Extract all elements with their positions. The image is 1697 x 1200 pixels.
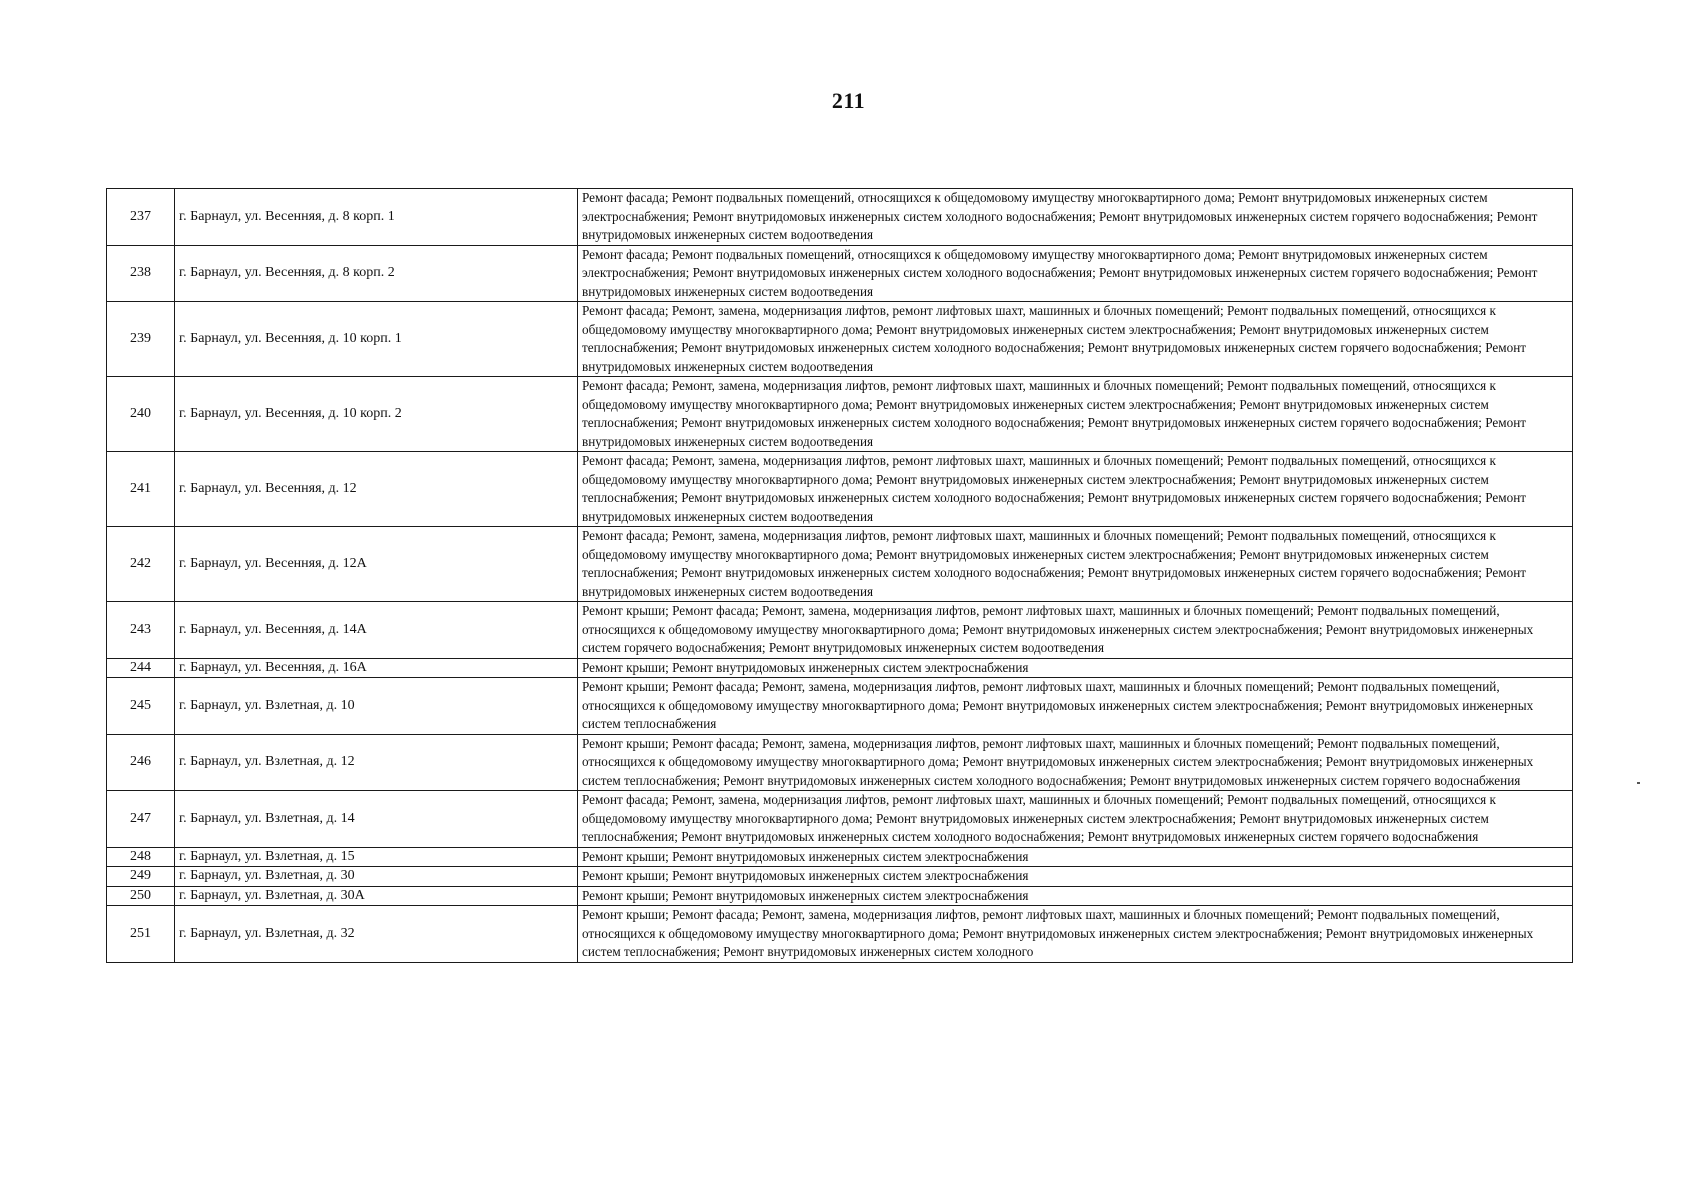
- table-row: [107, 527, 1573, 602]
- table-row: [107, 678, 1573, 735]
- table-body: [107, 189, 1573, 963]
- row-works: Ремонт крыши; Ремонт внутридомовых инженерных систем электроснабжения: [578, 847, 1573, 867]
- row-works: Ремонт фасада; Ремонт подвальных помещений, относящихся к общедомовому имуществу многоквартирного дома; Ремонт внутридомовых инженерных систем электроснабжения; Ремонт внутридомовых инженерных систем холодного водоснабжения; Ремонт внутридомовых инженерных систем горячего водоснабжения; Ремонт внутридомовых инженерных систем водоотведения: [578, 245, 1573, 302]
- row-works: Ремонт крыши; Ремонт фасада; Ремонт, замена, модернизация лифтов, ремонт лифтовых шахт, машинных и блочных помещений; Ремонт подвальных помещений, относящихся к общедомовому имуществу многоквартирного дома; Ремонт внутридомовых инженерных систем электроснабжения; Ремонт внутридомовых инженерных систем теплоснабжения; Ремонт внутридомовых инженерных систем холодного: [578, 906, 1573, 963]
- table-row: [107, 602, 1573, 659]
- row-number: 239: [107, 302, 175, 377]
- row-number: 247: [107, 791, 175, 848]
- row-address: г. Барнаул, ул. Весенняя, д. 14А: [175, 602, 578, 659]
- table-row: [107, 847, 1573, 867]
- row-address: г. Барнаул, ул. Весенняя, д. 12: [175, 452, 578, 527]
- row-address: г. Барнаул, ул. Взлетная, д. 30А: [175, 886, 578, 906]
- table-row: [107, 245, 1573, 302]
- row-number: 251: [107, 906, 175, 963]
- row-works: Ремонт фасада; Ремонт, замена, модернизация лифтов, ремонт лифтовых шахт, машинных и блочных помещений; Ремонт подвальных помещений, относящихся к общедомовому имуществу многоквартирного дома; Ремонт внутридомовых инженерных систем электроснабжения; Ремонт внутридомовых инженерных систем теплоснабжения; Ремонт внутридомовых инженерных систем холодного водоснабжения; Ремонт внутридомовых инженерных систем горячего водоснабжения; Ремонт внутридомовых инженерных систем водоотведения: [578, 302, 1573, 377]
- table-row: [107, 377, 1573, 452]
- row-address: г. Барнаул, ул. Взлетная, д. 15: [175, 847, 578, 867]
- table-row: [107, 867, 1573, 887]
- row-works: Ремонт крыши; Ремонт фасада; Ремонт, замена, модернизация лифтов, ремонт лифтовых шахт, машинных и блочных помещений; Ремонт подвальных помещений, относящихся к общедомовому имуществу многоквартирного дома; Ремонт внутридомовых инженерных систем электроснабжения; Ремонт внутридомовых инженерных систем теплоснабжения; Ремонт внутридомовых инженерных систем холодного водоснабжения; Ремонт внутридомовых инженерных систем горячего водоснабжения: [578, 734, 1573, 791]
- row-works: Ремонт фасада; Ремонт, замена, модернизация лифтов, ремонт лифтовых шахт, машинных и блочных помещений; Ремонт подвальных помещений, относящихся к общедомовому имуществу многоквартирного дома; Ремонт внутридомовых инженерных систем электроснабжения; Ремонт внутридомовых инженерных систем теплоснабжения; Ремонт внутридомовых инженерных систем холодного водоснабжения; Ремонт внутридомовых инженерных систем горячего водоснабжения: [578, 791, 1573, 848]
- table-row: [107, 734, 1573, 791]
- row-address: г. Барнаул, ул. Весенняя, д. 10 корп. 1: [175, 302, 578, 377]
- repair-works-table: [106, 188, 1573, 963]
- row-number: 243: [107, 602, 175, 659]
- row-works: Ремонт крыши; Ремонт внутридомовых инженерных систем электроснабжения: [578, 886, 1573, 906]
- scan-speck: [1637, 782, 1640, 784]
- table-row: [107, 791, 1573, 848]
- row-address: г. Барнаул, ул. Взлетная, д. 14: [175, 791, 578, 848]
- row-works: Ремонт крыши; Ремонт фасада; Ремонт, замена, модернизация лифтов, ремонт лифтовых шахт, машинных и блочных помещений; Ремонт подвальных помещений, относящихся к общедомовому имуществу многоквартирного дома; Ремонт внутридомовых инженерных систем электроснабжения; Ремонт внутридомовых инженерных систем теплоснабжения: [578, 678, 1573, 735]
- row-number: 248: [107, 847, 175, 867]
- row-address: г. Барнаул, ул. Весенняя, д. 16А: [175, 658, 578, 678]
- row-address: г. Барнаул, ул. Взлетная, д. 12: [175, 734, 578, 791]
- row-number: 237: [107, 189, 175, 246]
- row-works: Ремонт фасада; Ремонт, замена, модернизация лифтов, ремонт лифтовых шахт, машинных и блочных помещений; Ремонт подвальных помещений, относящихся к общедомовому имуществу многоквартирного дома; Ремонт внутридомовых инженерных систем электроснабжения; Ремонт внутридомовых инженерных систем теплоснабжения; Ремонт внутридомовых инженерных систем холодного водоснабжения; Ремонт внутридомовых инженерных систем горячего водоснабжения; Ремонт внутридомовых инженерных систем водоотведения: [578, 527, 1573, 602]
- row-works: Ремонт фасада; Ремонт, замена, модернизация лифтов, ремонт лифтовых шахт, машинных и блочных помещений; Ремонт подвальных помещений, относящихся к общедомовому имуществу многоквартирного дома; Ремонт внутридомовых инженерных систем электроснабжения; Ремонт внутридомовых инженерных систем теплоснабжения; Ремонт внутридомовых инженерных систем холодного водоснабжения; Ремонт внутридомовых инженерных систем горячего водоснабжения; Ремонт внутридомовых инженерных систем водоотведения: [578, 377, 1573, 452]
- row-number: 244: [107, 658, 175, 678]
- row-number: 241: [107, 452, 175, 527]
- row-works: Ремонт крыши; Ремонт внутридомовых инженерных систем электроснабжения: [578, 867, 1573, 887]
- row-number: 242: [107, 527, 175, 602]
- table-row: [107, 452, 1573, 527]
- row-address: г. Барнаул, ул. Весенняя, д. 10 корп. 2: [175, 377, 578, 452]
- table-row: [107, 302, 1573, 377]
- page-number: 211: [831, 88, 866, 113]
- row-works: Ремонт фасада; Ремонт, замена, модернизация лифтов, ремонт лифтовых шахт, машинных и блочных помещений; Ремонт подвальных помещений, относящихся к общедомовому имуществу многоквартирного дома; Ремонт внутридомовых инженерных систем электроснабжения; Ремонт внутридомовых инженерных систем теплоснабжения; Ремонт внутридомовых инженерных систем холодного водоснабжения; Ремонт внутридомовых инженерных систем горячего водоснабжения; Ремонт внутридомовых инженерных систем водоотведения: [578, 452, 1573, 527]
- row-address: г. Барнаул, ул. Весенняя, д. 8 корп. 1: [175, 189, 578, 246]
- row-number: 240: [107, 377, 175, 452]
- row-address: г. Барнаул, ул. Взлетная, д. 30: [175, 867, 578, 887]
- row-address: г. Барнаул, ул. Весенняя, д. 8 корп. 2: [175, 245, 578, 302]
- row-address: г. Барнаул, ул. Взлетная, д. 32: [175, 906, 578, 963]
- row-works: Ремонт крыши; Ремонт внутридомовых инженерных систем электроснабжения: [578, 658, 1573, 678]
- row-number: 249: [107, 867, 175, 887]
- row-address: г. Барнаул, ул. Взлетная, д. 10: [175, 678, 578, 735]
- row-number: 245: [107, 678, 175, 735]
- row-number: 238: [107, 245, 175, 302]
- table-row: [107, 189, 1573, 246]
- table-row: [107, 658, 1573, 678]
- table-row: [107, 886, 1573, 906]
- table-row: [107, 906, 1573, 963]
- row-number: 250: [107, 886, 175, 906]
- row-address: г. Барнаул, ул. Весенняя, д. 12А: [175, 527, 578, 602]
- row-number: 246: [107, 734, 175, 791]
- row-works: Ремонт фасада; Ремонт подвальных помещений, относящихся к общедомовому имуществу многоквартирного дома; Ремонт внутридомовых инженерных систем электроснабжения; Ремонт внутридомовых инженерных систем холодного водоснабжения; Ремонт внутридомовых инженерных систем горячего водоснабжения; Ремонт внутридомовых инженерных систем водоотведения: [578, 189, 1573, 246]
- row-works: Ремонт крыши; Ремонт фасада; Ремонт, замена, модернизация лифтов, ремонт лифтовых шахт, машинных и блочных помещений; Ремонт подвальных помещений, относящихся к общедомовому имуществу многоквартирного дома; Ремонт внутридомовых инженерных систем электроснабжения; Ремонт внутридомовых инженерных систем горячего водоснабжения; Ремонт внутридомовых инженерных систем водоотведения: [578, 602, 1573, 659]
